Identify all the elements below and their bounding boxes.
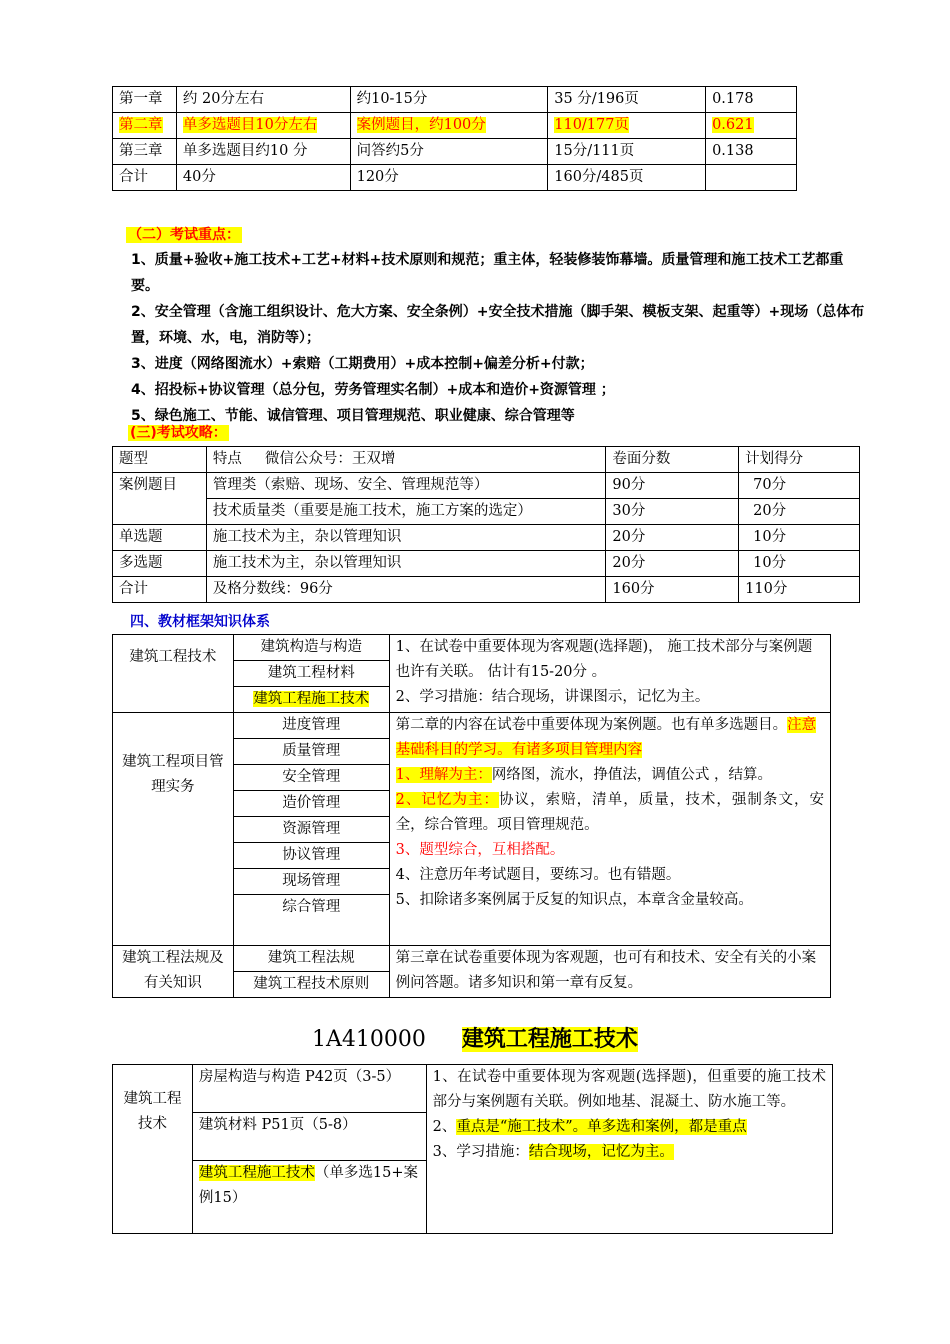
exam-strategy-table [112,446,860,603]
table-cell: 单多选题目10分左右 [176,113,350,139]
list-item: 1、质量+验收+施工技术+工艺+材料+技术原则和规范；重主体，轻装修装饰幕墙。质量管理和施工技术工艺都重要。 [131,252,844,294]
table-cell: 第一章 [113,87,177,113]
subject-item: 建筑材料 P51页（5-8） [192,1113,426,1161]
subject-item: 质量管理 [233,739,389,765]
subject-item: 资源管理 [233,817,389,843]
table-cell: 110/177页 [548,113,706,139]
subject-item: 建筑工程法规 [233,946,389,972]
table-cell: 15分/111页 [548,139,706,165]
subject-item: 造价管理 [233,791,389,817]
subject-item: 安全管理 [233,765,389,791]
table-cell: 单选题 [113,525,207,551]
table-row [113,525,860,551]
list-item: 5、绿色施工、节能、诚信管理、项目管理规范、职业健康、综合管理等 [131,408,575,424]
category-label: 建筑工程项目管理实务 [113,713,234,946]
section-heading-exam-strategy: (三)考试攻略： [130,425,227,441]
table-cell: 0.138 [706,139,797,165]
subject-item: 房屋构造与构造 P42页（3-5） [192,1065,426,1113]
table-cell: 合计 [113,577,207,603]
table-cell: 多选题 [113,551,207,577]
subject-item: 现场管理 [233,869,389,895]
table-cell: 20分 [606,551,739,577]
table-cell: 20分 [606,525,739,551]
section-heading-exam-focus: （二）考试重点： [128,227,240,243]
table-row [113,87,797,113]
description-text: 1、在试卷中重要体现为客观题(选择题)，但重要的施工技术部分与案例题有关联。例如地基、混凝土、防水施工等。 [432,1069,826,1110]
table-cell: 10分 [739,525,860,551]
table-cell: 110分 [739,577,860,603]
table-cell: 90分 [606,473,739,499]
chapter-name: 建筑工程施工技术 [461,1027,638,1052]
table-row-total [113,577,860,603]
description-text: 5、扣除诸多案例属于反复的知识点，本章含金量较高。 [395,892,753,908]
subject-item: 建筑工程技术原则 [233,972,389,998]
table-cell: 0.621 [706,113,797,139]
description-text: 3、题型综合，互相搭配。 [395,842,565,858]
table-cell: 单多选题目约10 分 [176,139,350,165]
table-cell: 约 20分左右 [176,87,350,113]
category-label: 建筑工程技术 [113,635,234,713]
table-cell: 10分 [739,551,860,577]
table-cell [706,165,797,191]
table-row [113,499,860,525]
description-text: 2、重点是“施工技术”。单多选和案例，都是重点 [432,1119,747,1135]
description-text: 第二章的内容在试卷中重要体现为案例题。也有单多选题目。注意基础科目的学习。有诸多项目管理内容 [395,717,817,758]
subject-item: 建筑工程材料 [233,661,389,687]
table-cell: 40分 [176,165,350,191]
description-cell [389,635,830,713]
table-row-highlighted [113,113,797,139]
framework-table [112,634,831,998]
table-cell: 120分 [350,165,548,191]
table-cell: 案例题目，约100分 [350,113,548,139]
description-text: 3、学习措施：结合现场，记忆为主。 [432,1144,674,1160]
table-cell: 第三章 [113,139,177,165]
table-cell: 20分 [739,499,860,525]
subject-item: 建筑构造与构造 [233,635,389,661]
category-label: 建筑工程法规及有关知识 [113,946,234,998]
table-cell: 合计 [113,165,177,191]
column-header: 计划得分 [739,447,860,473]
table-cell: 70分 [739,473,860,499]
subject-item: 协议管理 [233,843,389,869]
table-cell: 约10-15分 [350,87,548,113]
subject-item: 建筑工程施工技术 [233,687,389,713]
description-text: 2、记忆为主：协议，索赔，清单，质量，技术，强制条文，安全，综合管理。项目管理规范。 [395,792,825,833]
table-cell: 施工技术为主，杂以管理知识 [206,551,606,577]
description-cell: 第三章在试卷重要体现为客观题，也可有和技术、安全有关的小案例问答题。诸多知识和第一章有反复。 [389,946,830,998]
subject-item: 建筑工程施工技术（单多选15+案例15） [192,1161,426,1234]
list-item: 3、进度（网络图流水）+索赔（工期费用）+成本控制+偏差分析+付款； [131,356,594,372]
description-text: 2、学习措施：结合现场，讲课图示，记忆为主。 [395,689,710,705]
subject-item: 综合管理 [233,895,389,946]
construction-tech-table [112,1064,833,1234]
table-cell: 160分 [606,577,739,603]
column-header: 题型 [113,447,207,473]
description-cell [426,1065,832,1234]
description-text: 4、注意历年考试题目，要练习。也有错题。 [395,867,681,883]
column-header: 特点 微信公众号：王双增 [206,447,606,473]
table-cell: 问答约5分 [350,139,548,165]
table-cell: 技术质量类（重要是施工技术，施工方案的选定） [206,499,606,525]
chapter-heading [0,1020,950,1060]
description-text: 1、在试卷中重要体现为客观题(选择题)， 施工技术部分与案例题也许有关联。 估计有15-20分 。 [395,639,813,680]
table-cell: 30分 [606,499,739,525]
category-label: 建筑工程技术 [113,1065,193,1234]
column-header: 卷面分数 [606,447,739,473]
table-cell: 160分/485页 [548,165,706,191]
table-cell: 施工技术为主，杂以管理知识 [206,525,606,551]
table-cell: 管理类（索赔、现场、安全、管理规范等） [206,473,606,499]
table-cell: 第二章 [113,113,177,139]
table-row [113,473,860,499]
table-cell: 及格分数线：96分 [206,577,606,603]
table-row [113,551,860,577]
list-item: 4、招投标+协议管理（总分包，劳务管理实名制）+成本和造价+资源管理 ； [131,382,615,398]
table-cell: 案例题目 [113,473,207,525]
chapter-code: 1A410000 [312,1027,426,1052]
table-header-row [113,447,860,473]
exam-focus-list [131,247,866,429]
table-row [113,139,797,165]
table-cell: 35 分/196页 [548,87,706,113]
description-cell [389,713,830,946]
section-heading-framework: 四、教材框架知识体系 [130,614,270,630]
table-cell: 0.178 [706,87,797,113]
subject-item: 进度管理 [233,713,389,739]
table-row-total [113,165,797,191]
chapter-score-table [112,86,797,191]
description-text: 1、理解为主：网络图，流水，挣值法，调值公式 ，结算。 [395,767,772,783]
list-item: 2、安全管理（含施工组织设计、危大方案、安全条例）+安全技术措施（脚手架、模板支架、起重等）+现场（总体布置，环境、水，电，消防等）； [131,304,865,346]
